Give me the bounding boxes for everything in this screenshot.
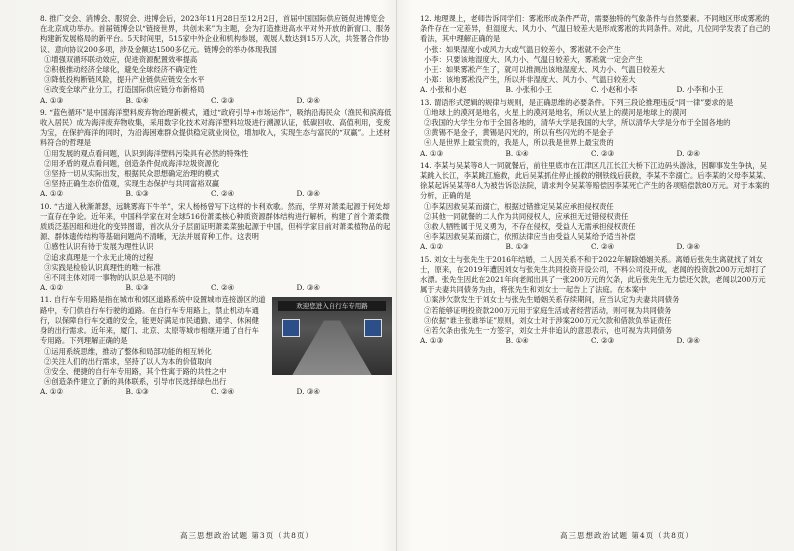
choice-b[interactable]: B. ①③ (125, 387, 149, 397)
question-8-option-2: ②积极推动经济全球化，避免全球经济不确定性 (44, 65, 198, 75)
choice-c[interactable]: C. ②③ (591, 148, 615, 158)
bike-lane-road (292, 320, 372, 375)
right-column (420, 14, 772, 349)
choice-d[interactable]: D. ②④ (676, 148, 700, 158)
question-12-dialog-1: 小张：如果湿度小或风力大或气温日较差小，雾凇就不会产生 (424, 44, 622, 54)
question-13 (420, 98, 772, 159)
choice-b[interactable]: B. ①④ (125, 95, 149, 105)
choice-d[interactable]: D. ③④ (676, 336, 700, 346)
road-sign-icon (364, 319, 382, 337)
question-14-option-4: ④李某因救吴某而溺亡，依照法律应当由受益人吴某给予适当补偿 (424, 232, 636, 242)
question-11-option-3: ③安全、便捷的自行车专用路，其个性寓于路的共性之中 (44, 366, 227, 376)
question-10-option-1: ①感性认识有待于发展为理性认识 (44, 242, 154, 252)
choice-a[interactable]: A. ①③ (420, 148, 443, 158)
choice-a[interactable]: A. ①② (40, 283, 63, 293)
question-10 (40, 202, 392, 294)
choice-b[interactable]: B. ①③ (125, 189, 149, 199)
question-10-stem: 10. “古道入秋渐萧瑟，远眺雾海下牛羊”，宋人杨杨曾写下这样的卡利欢歌。然而，学界对萧柔起源于何处却一直存在争论。近年来，中国科学家在对全球516份萧柔核心种质资源群体结构进行解析，构建了首个萧柔微质质泛基因组和进化的变异图谱，首次从分子层面证明萧柔菜独起源于中国，但科学家目前对萧柔植物品的起源、群体遗传结构等基础问题尚不清晰，无法并展育种工作。这表明 (40, 201, 391, 242)
question-15-choices (420, 336, 772, 346)
choice-c[interactable]: C. ②④ (591, 242, 615, 252)
page-divider (396, 0, 397, 551)
question-13-stem: 13. 谓语形式逻辑的规律与规则，是正确思维的必要条件。下列三段论推理违反“同一律”要求的是 (420, 97, 734, 107)
choice-d[interactable]: D. ③④ (296, 387, 320, 397)
question-9-choices (40, 189, 392, 199)
choice-b[interactable]: B. ①③ (125, 283, 149, 293)
choice-b[interactable]: B. ①③ (505, 242, 529, 252)
choice-c[interactable]: C. ②③ (211, 95, 235, 105)
question-9-option-4: ④坚持正确生态价值观，实现生态保护与共同富裕双赢 (44, 179, 220, 189)
question-10-option-4: ④不同主体对同一事物的认识总是不同的 (44, 273, 176, 283)
choice-d[interactable]: D. ②④ (296, 95, 320, 105)
question-8-option-3: ③降低投构断链风险，提升产业链供应链安全水平 (44, 75, 205, 85)
road-sign-icon (282, 319, 300, 337)
page-footer-left: 高三思想政治试题 第3页（共8页） (180, 531, 314, 540)
question-11-choices (40, 387, 392, 397)
question-15-stem: 15. 刘女士与张先生于2016年结婚，二人因关系不和于2022年解除婚姻关系。离婚后张先生离就找了刘女士，原来，在2019年遭因刘女与张先生共同投资开设公司，不料公司没开成，老闻的投资款200万元却打了水漂。张先生因此在2021年向老闻出具了一张200万元的欠条，此后张先生无力偿还欠款，老闻以200万元属于夫妻共同债务为由，将张先生和刘女士一起告上了法庭。在本案中 (420, 254, 767, 295)
choice-a[interactable]: A. ①③ (420, 336, 443, 346)
question-12-dialog-4: 小郑：该地雾凇没产生，所以并非湿度大、风力小、气温日较差大 (424, 75, 636, 85)
question-14-choices (420, 242, 772, 252)
question-9-option-1: ①用发展的观点看问题，认识到海洋塑料污染具有必然的特殊性 (44, 148, 249, 158)
question-14 (420, 161, 772, 253)
question-15-option-3: ③依据“谁主张谁举证”原则，刘女士对于涉案200万元欠款和借款负举证责任 (424, 315, 672, 325)
question-13-option-1: ①地球上的漠河是地名，火星上的漠河是地名，所以火星上的漠河是地球上的漠河 (424, 107, 687, 117)
question-11-option-4: ④创造条件建立了新的具体联系，引导市民选择绿色出行 (44, 377, 227, 387)
question-9-option-3: ③坚持一切从实际出发，根据民众思想确定治理的模式 (44, 169, 220, 179)
left-column (40, 14, 392, 400)
question-15-option-1: ①案涉欠款发生于刘女士与张先生婚姻关系存续期间，应当认定为夫妻共同债务 (424, 295, 680, 305)
question-9-option-2: ②用矛盾的观点看问题，创造条件促成海洋垃圾资源化 (44, 158, 220, 168)
question-13-option-3: ③黄锡不是金子，黄锡是闪光的，所以有些闪光的不是金子 (424, 128, 614, 138)
question-12-dialog-3: 小王：如果雾凇产生了，就可以推测出该地湿度大、风力小、气温日较差大 (424, 65, 665, 75)
question-11 (40, 295, 392, 397)
bike-lane-banner: 欢迎您进入自行车专用路 (278, 301, 386, 311)
bike-lane-photo (272, 297, 392, 375)
question-14-option-3: ③救人牺牲属于见义勇为，不存在侵权，受益人无需承担侵权责任 (424, 222, 636, 232)
question-11-option-1: ①运用系统思维，推动了整体和局部功能的相互转化 (44, 346, 212, 356)
choice-a[interactable]: A. ①② (40, 387, 63, 397)
question-11-stem: 11. 自行车专用路是指在城市和郊区道路系统中设置城市连接游区的道路中，专门供自行车行驶的道路。在自行车专用路上，禁止机动车通行，以保障自行车交通的安全，能更好满足市民通勤、通学、休闲健身的出行需求。近年来，厦门、北京、太原等城市相继开通了自行车专用路。下列理解正确的是 (40, 295, 266, 346)
question-12-stem: 12. 地理课上，老师告诉同学们：雾凇形成条件严苛，需要独特的气象条件与自然要素。不同地区形成雾凇的条件存在一定差异，但湿度大、风力小、气温日较差大是形成雾凇的共同条件。对此，几位同学发表了自己的看法，其中理解正确的是 (420, 14, 771, 44)
choice-c[interactable]: C. ②④ (211, 387, 235, 397)
question-13-choices (420, 149, 772, 159)
question-12-choices (420, 85, 772, 95)
choice-d[interactable]: D. ③④ (296, 283, 320, 293)
question-14-stem: 14. 李某与吴某等8人一同就餐后，前往里底市在江津区几江长江大桥下江边码头游泳，因聊事发生争执，吴某跳入长江，李某跳江施救，此后吴某抓住停止援救的钢铁线后获救，李某不幸溺亡。后李某的父母李某某、徐某起诉吴某等8人为被告诉讼法院，请求判令吴某等赔偿因李某死亡产生的各项赔偿款80万元。对于本案的分析，正确的是 (420, 160, 771, 201)
question-8-choices (40, 96, 392, 106)
question-9 (40, 108, 392, 200)
question-15 (420, 255, 772, 347)
choice-a[interactable]: A. ①② (420, 242, 443, 252)
question-13-option-2: ②我国的大学生分布于全国各地的，清华大学是我国的大学，所以清华大学是分布于全国各地的 (424, 118, 731, 128)
question-14-option-2: ②其他一同就餐的二人作为共同侵权人，应承担无过错侵权责任 (424, 211, 629, 221)
choice-d[interactable]: D. 小李和小王 (676, 85, 724, 95)
question-8-option-1: ①增强双循环联动效应，促进资源配置效率提高 (44, 54, 198, 64)
choice-d[interactable]: D. ③④ (296, 189, 320, 199)
question-10-choices (40, 283, 392, 293)
question-15-option-4: ④若欠条由张先生一方签字，刘女士并非追认的意思表示，也可视为共同债务 (424, 326, 673, 336)
choice-a[interactable]: A. ①③ (40, 95, 63, 105)
question-12-dialog-2: 小李：只要该地湿度大、风力小、气温日较差大，雾凇就一定会产生 (424, 54, 643, 64)
choice-b[interactable]: B. ①④ (505, 336, 529, 346)
choice-a[interactable]: A. 小张和小赵 (420, 85, 467, 95)
choice-d[interactable]: D. ③④ (676, 242, 700, 252)
question-8-stem: 8. 推广交会、消博会、服贸会、进博会后，2023年11月28日至12月2日，首届中国国际供应链促进博览会在北京成功举办。首届链博会以“链接世界，共创未来”为主题，会为打造推进高水平对外开放的新窗口、服务构建新发展格局的新平台。5天时间里，515家中外企业和机构参展，观展人数达到15万人次，共签署合作协议、意向协议200多项，涉及金额达1500多亿元。链博会的举办体现我国 (40, 14, 391, 54)
question-8 (40, 14, 392, 106)
page-footer-right: 高三思想政治试题 第4页（共8页） (560, 531, 694, 540)
question-14-option-1: ①李某因救吴某而溺亡，根据过错推定吴某应承担侵权责任 (424, 201, 614, 211)
choice-c[interactable]: C. 小赵和小李 (591, 85, 638, 95)
question-8-option-4: ④改变全球产业分工，打造国际供应链分布新格局 (44, 85, 205, 95)
choice-b[interactable]: B. ①④ (505, 148, 529, 158)
choice-c[interactable]: C. ②④ (211, 189, 235, 199)
question-9-stem: 9. “蓝色循环”是中国海洋塑料废弃物治理新模式，通过“政府引导+市场运作”，吸纳沿海民众（渔民和滨海低收入居民）成为海洋废弃物收集，采用数字化技术对海洋塑料垃圾进行溯源认证，低碳回收、高值利用，变废为宝，在保护海洋的同时，为沿海困难群众提供稳定就业岗位，增加收入，实现生态与富民的“双赢”。上述材料符合的哲理是 (40, 107, 392, 148)
question-13-option-4: ④人是世界上最宝贵的，我是人，所以我是世界上最宝贵的 (424, 138, 614, 148)
question-12 (420, 14, 772, 96)
choice-a[interactable]: A. ①② (40, 189, 63, 199)
choice-b[interactable]: B. 小张和小王 (505, 85, 552, 95)
choice-c[interactable]: C. ②③ (591, 336, 615, 346)
question-11-option-2: ②关注人们的出行需求，坚持了以人为本的价值取向 (44, 356, 212, 366)
question-10-option-3: ③实践是检验认识真理性的唯一标准 (44, 262, 161, 272)
question-10-option-2: ②追求真理是一个永无止境的过程 (44, 252, 154, 262)
choice-c[interactable]: C. ②④ (211, 283, 235, 293)
question-15-option-2: ②若能够证明投资款200万元用于家庭生活或者经营活动，则可视为共同债务 (424, 305, 672, 315)
